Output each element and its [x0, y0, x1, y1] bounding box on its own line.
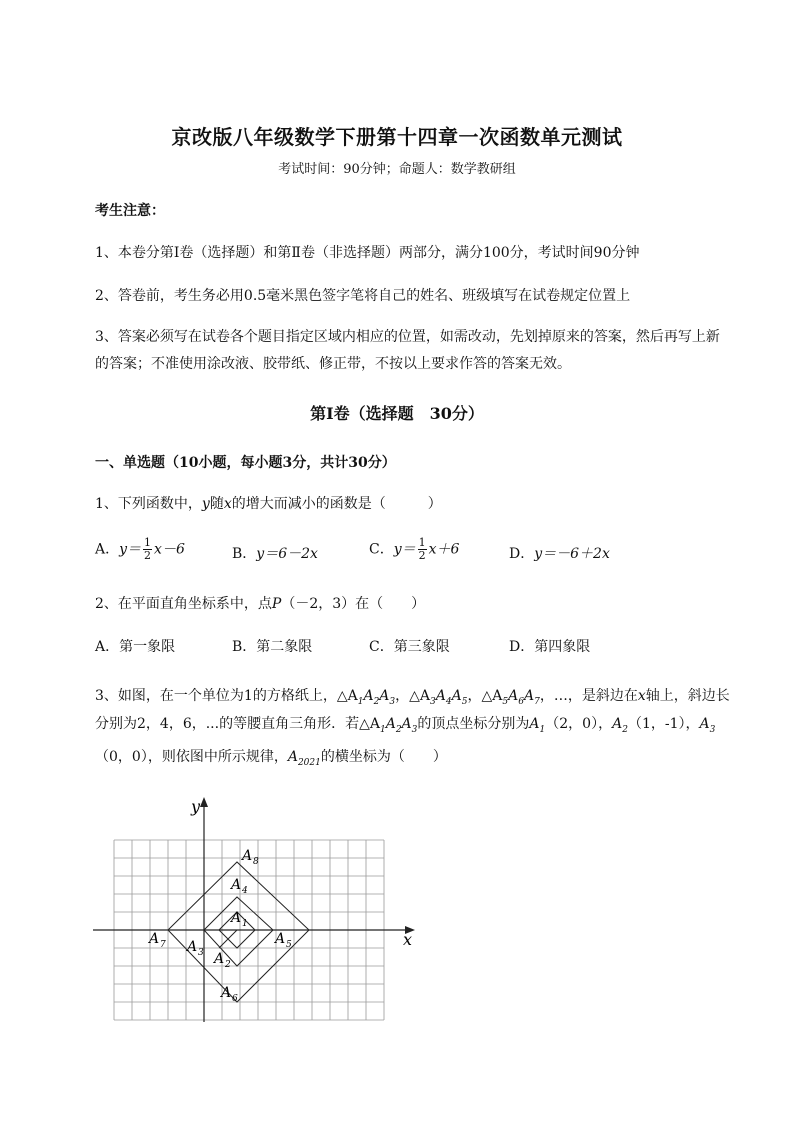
svg-text:A: A — [231, 877, 242, 893]
question-3-line-3: （0，0），则依图中所示规律，$A_{2021}$的横坐标为（ ） — [95, 749, 447, 768]
page-title: 京改版八年级数学下册第十四章一次函数单元测试 — [171, 125, 623, 149]
svg-text:1: 1 — [242, 919, 248, 929]
question-2-option-b[interactable]: B．第二象限 — [232, 639, 313, 655]
point-label-a8 — [240, 848, 259, 867]
notice-heading: 考生注意： — [95, 203, 165, 219]
x-axis — [93, 926, 415, 934]
question-3-line-1: 3、如图，在一个单位为1的方格纸上，$\triangle A_1A_2A_3$，$\triangle A_3A_4A_5$，$\triangle A_5A_6A_7$，…，是斜边在x轴上，斜边长 — [95, 688, 730, 707]
question-2-option-c[interactable]: C．第三象限 — [369, 639, 450, 655]
svg-text:8: 8 — [253, 857, 259, 867]
notice-item: 3、答案必须写在试卷各个题目指定区域内相应的位置，如需改动，先划掉原来的答案，然后再写上新 — [95, 329, 720, 345]
fraction: $\frac{1}{2}$ — [418, 536, 426, 562]
point-label-a3 — [185, 939, 204, 958]
question-1-option-a[interactable]: A．y＝ $\frac{1}{2}$ x－6 — [95, 536, 185, 562]
svg-text:3: 3 — [198, 948, 204, 958]
svg-text:4: 4 — [242, 886, 248, 896]
y-axis-label: y — [191, 797, 201, 816]
question-2-option-d[interactable]: D．第四象限 — [509, 639, 591, 655]
y-axis — [200, 797, 208, 1022]
page-subtitle: 考试时间：90分钟；命题人：数学教研组 — [278, 162, 516, 177]
coordinate-grid-figure — [85, 790, 425, 1030]
svg-text:A: A — [275, 931, 286, 947]
point-label-a1 — [229, 910, 248, 929]
fraction: $\frac{1}{2}$ — [144, 536, 152, 562]
question-1-option-d[interactable]: D．y＝－6＋2x — [509, 546, 610, 562]
svg-text:A: A — [231, 910, 242, 926]
point-label-a2 — [212, 951, 231, 970]
svg-text:6: 6 — [232, 994, 238, 1004]
svg-text:A: A — [187, 939, 198, 955]
question-2-stem: 2、在平面直角坐标系中，点P（－2，3）在（ ） — [95, 596, 426, 612]
section-title: 第Ⅰ卷（选择题 30分） — [310, 404, 484, 423]
svg-text:A: A — [149, 931, 160, 947]
notice-item: 2、答卷前，考生务必用0.5毫米黑色签字笔将自己的姓名、班级填写在试卷规定位置上 — [95, 288, 631, 304]
svg-text:A: A — [242, 848, 253, 864]
x-axis-label: x — [403, 930, 413, 949]
svg-text:7: 7 — [160, 940, 166, 950]
svg-text:A: A — [221, 985, 232, 1001]
point-label-a4 — [229, 877, 248, 896]
svg-text:2: 2 — [225, 960, 231, 970]
question-1-stem: 1、下列函数中，y随x的增大而减小的函数是（ ） — [95, 496, 442, 512]
svg-text:A: A — [214, 951, 225, 967]
notice-item: 的答案；不准使用涂改液、胶带纸、修正带，不按以上要求作答的答案无效。 — [95, 356, 571, 372]
question-1-option-c[interactable]: C．y＝ $\frac{1}{2}$ x＋6 — [369, 536, 460, 562]
question-2-option-a[interactable]: A．第一象限 — [95, 639, 176, 655]
question-1-option-b[interactable]: B．y＝6－2x — [232, 546, 318, 562]
part-heading: 一、单选题（10小题，每小题3分，共计30分） — [95, 455, 396, 471]
svg-text:5: 5 — [286, 940, 292, 950]
notice-item: 1、本卷分第Ⅰ卷（选择题）和第Ⅱ卷（非选择题）两部分，满分100分，考试时间90分钟 — [95, 245, 640, 261]
question-3-line-2: 分别为2，4，6，...的等腰直角三角形．若$\triangle A_1A_2A_3$的顶点坐标分别为$A_1(2$，0），$A_2(1$，-1），$A_3$ — [95, 716, 716, 735]
